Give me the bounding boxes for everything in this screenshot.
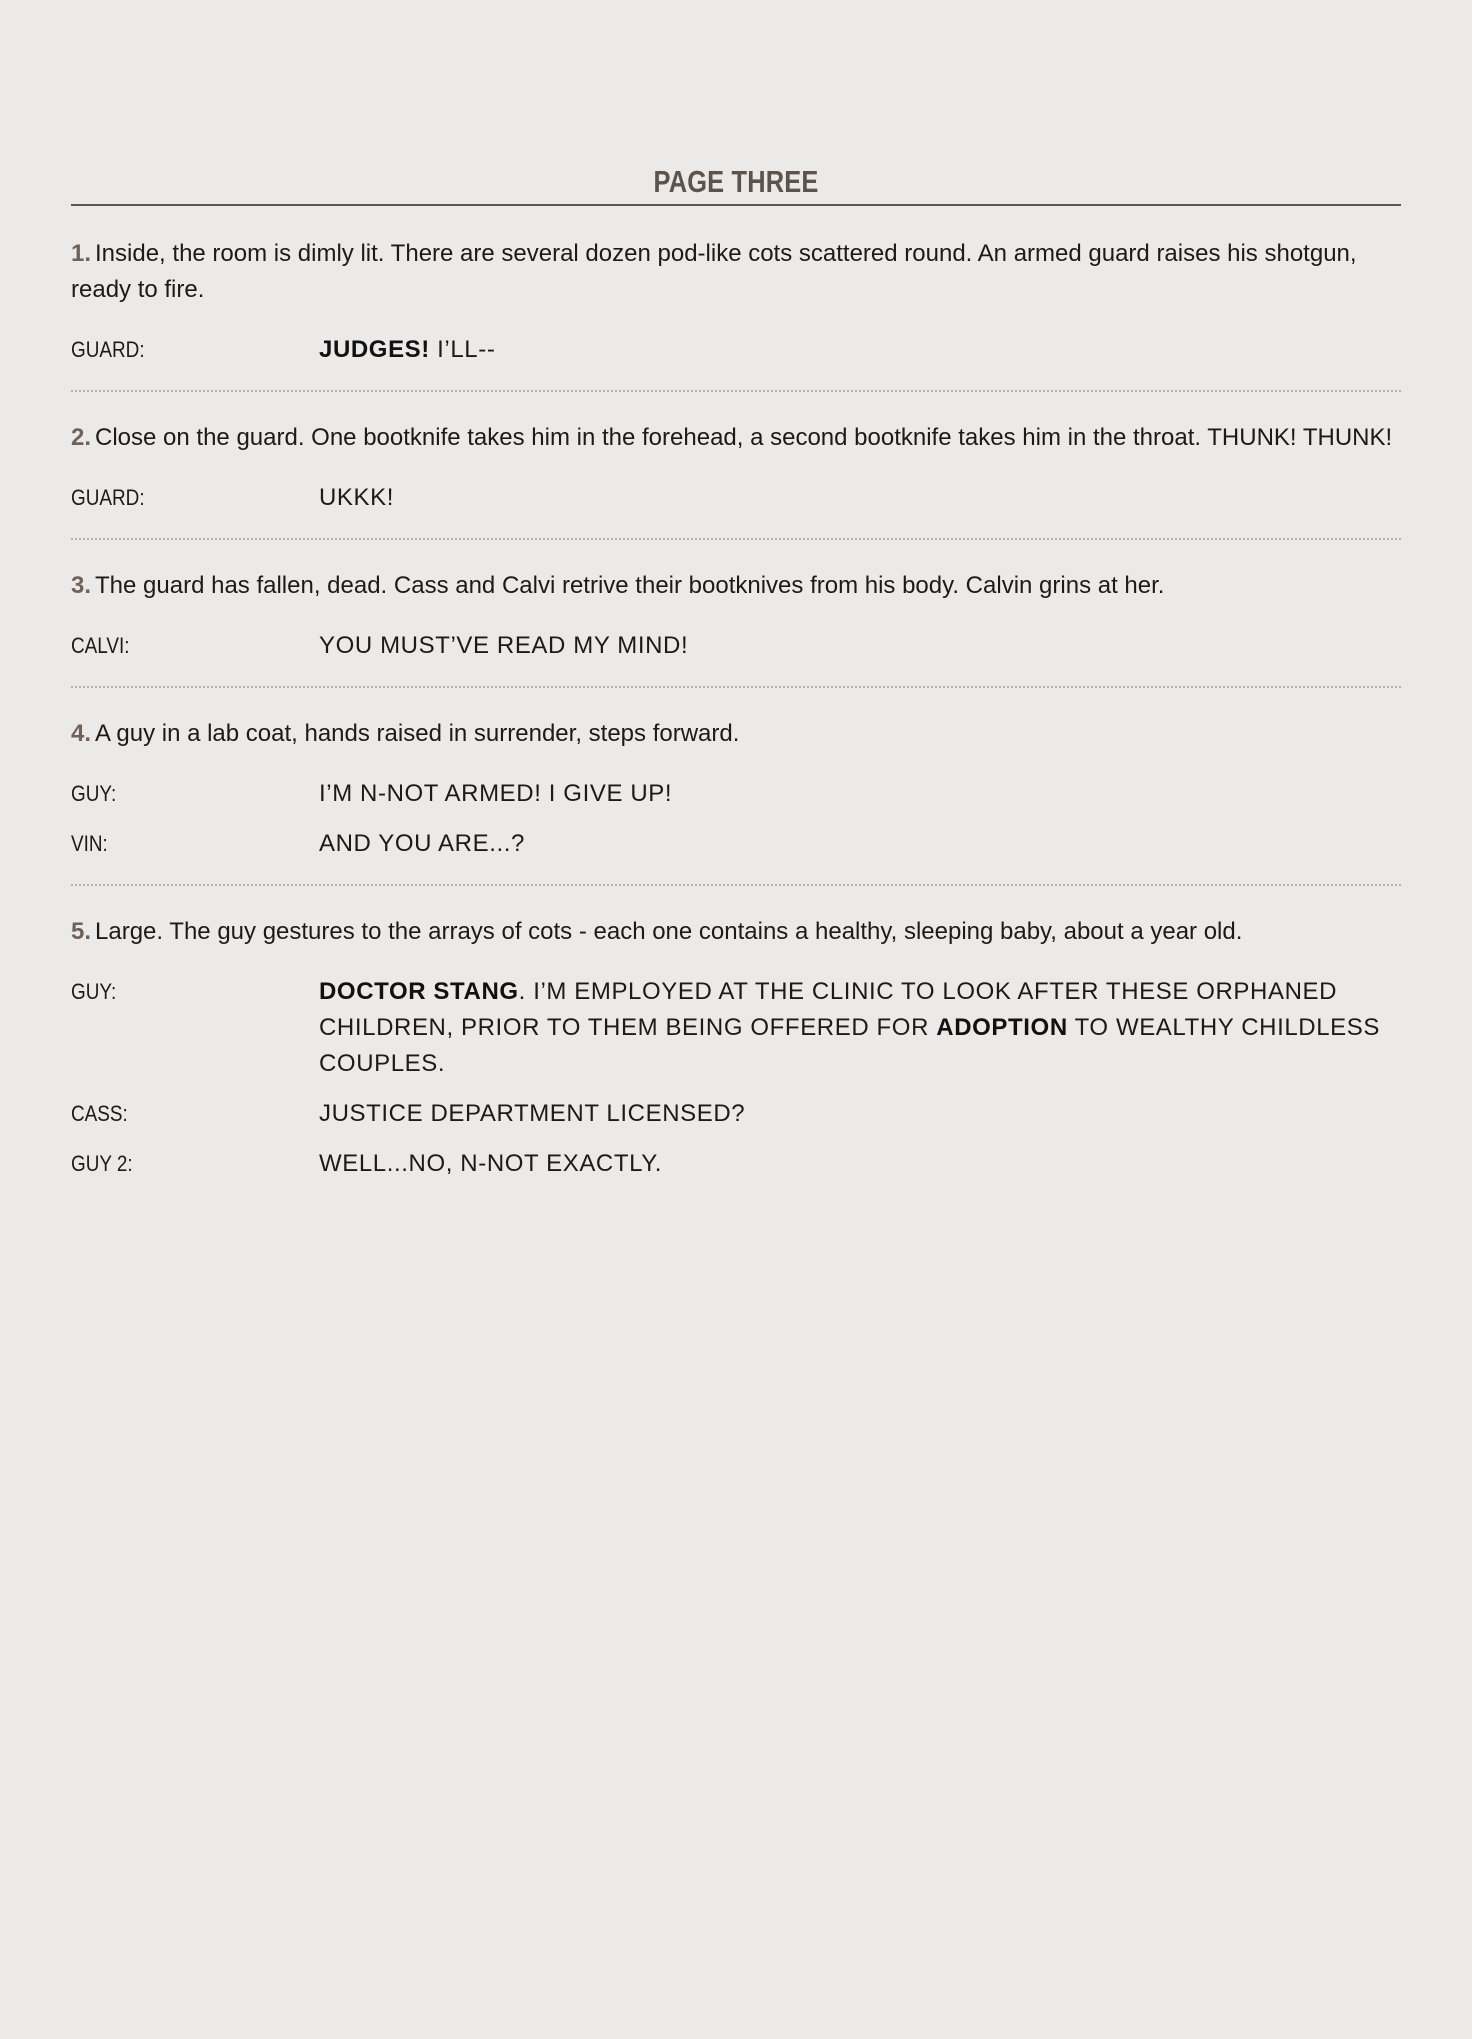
panel-description [71, 716, 1401, 752]
speaker-name: GUY: [71, 781, 117, 806]
panel-number: 1. [71, 240, 92, 267]
dialogue-line [71, 480, 1401, 516]
speech-text [319, 974, 1401, 1082]
dialogue-block [71, 776, 1401, 862]
dialogue-line [71, 1096, 1401, 1132]
panel-description [71, 420, 1401, 456]
speech-text: WELL...NO, N-NOT EXACTLY. [319, 1150, 663, 1177]
panel-number: 5. [71, 918, 92, 945]
dialogue-line [71, 826, 1401, 862]
speech-text: JUSTICE DEPARTMENT LICENSED? [319, 1100, 746, 1127]
speech-text [319, 332, 1401, 368]
dialogue-line [71, 628, 1401, 664]
panel-5 [71, 886, 1401, 1182]
dialogue-block [71, 480, 1401, 516]
speech-text: I’M N-NOT ARMED! I GIVE UP! [319, 780, 673, 807]
emphasis-text: JUDGES! [319, 336, 430, 363]
dialogue-block [71, 628, 1401, 664]
speech-text: UKKK! [319, 484, 395, 511]
speech-text: AND YOU ARE...? [319, 830, 525, 857]
dialogue-line [71, 974, 1401, 1082]
speaker-name: GUARD: [71, 485, 145, 510]
panel-2 [71, 392, 1401, 540]
panel-4 [71, 688, 1401, 886]
speech-text: YOU MUST’VE READ MY MIND! [319, 632, 689, 659]
emphasis-text: ADOPTION [936, 1014, 1068, 1041]
panel-description [71, 236, 1401, 308]
dialogue-block [71, 332, 1401, 368]
panel-description-text: Large. The guy gestures to the arrays of cots - each one contains a healthy, sleeping baby, about a year old. [95, 918, 1243, 945]
panel-description-text: Inside, the room is dimly lit. There are several dozen pod-like cots scattered round. An armed guard raises his shotgun, ready to fire. [71, 240, 1357, 303]
speaker-name: VIN: [71, 831, 108, 856]
panel-number: 2. [71, 424, 92, 451]
speech-rest: TO WEALTHY CHILDLESS COUPLES. [319, 1014, 1380, 1077]
panel-description-text: A guy in a lab coat, hands raised in surrender, steps forward. [95, 720, 740, 747]
speaker-name: GUARD: [71, 337, 145, 362]
page-title: PAGE THREE [653, 164, 819, 199]
speaker-name: GUY 2: [71, 1151, 133, 1176]
speech-rest: I’LL-- [429, 336, 496, 363]
panel-description [71, 914, 1401, 950]
panel-number: 4. [71, 720, 92, 747]
emphasis-text: DOCTOR STANG [319, 978, 519, 1005]
panel-3 [71, 540, 1401, 688]
panel-number: 3. [71, 572, 92, 599]
panel-description-text: Close on the guard. One bootknife takes him in the forehead, a second bootknife takes him in the throat. THUNK! THUNK! [95, 424, 1393, 451]
dialogue-line [71, 332, 1401, 368]
speaker-name: GUY: [71, 979, 117, 1004]
dialogue-line [71, 776, 1401, 812]
panel-description-text: The guard has fallen, dead. Cass and Calvi retrive their bootknives from his body. Calvin grins at her. [95, 572, 1165, 599]
panel-description [71, 568, 1401, 604]
dialogue-line [71, 1146, 1401, 1182]
speech-rest: . I’M EMPLOYED AT THE CLINIC TO LOOK AFTER THESE ORPHANED CHILDREN, PRIOR TO THEM BEING OFFERED FOR [319, 978, 1338, 1041]
speaker-name: CASS: [71, 1101, 128, 1126]
panel-1 [71, 206, 1401, 392]
script-page [71, 160, 1401, 1196]
speaker-name: CALVI: [71, 633, 130, 658]
dialogue-block [71, 974, 1401, 1182]
